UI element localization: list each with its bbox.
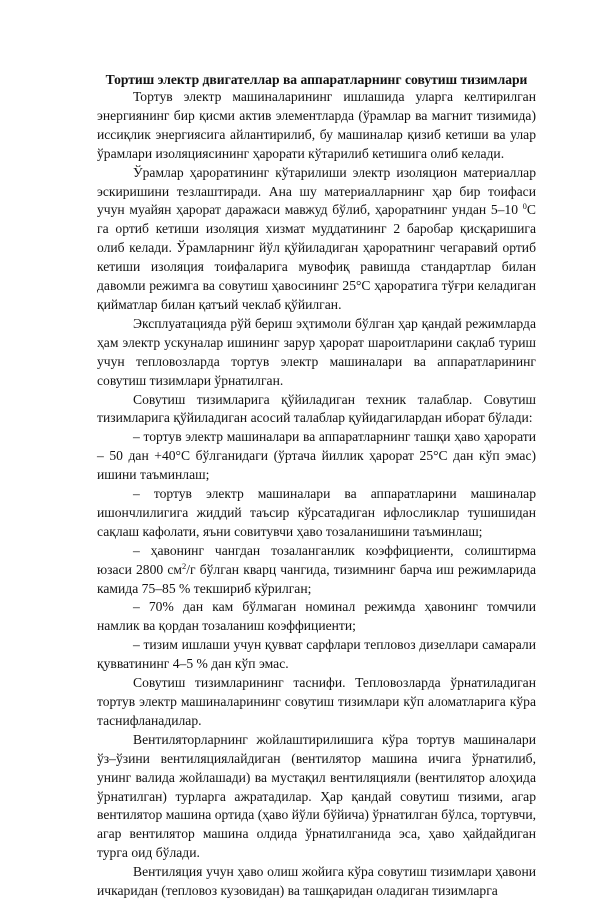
paragraph-text: /г бўлган кварц чангида, тизимнинг барча иш режимларида камида 75–85 % текшириб кўрилган; <box>97 561 536 596</box>
paragraph <box>97 674 536 731</box>
paragraph <box>97 164 536 315</box>
list-item <box>97 636 536 674</box>
paragraph-text: С га ортиб кетиши изоляция хизмат муддатининг 2 баробар қисқаришига олиб келади. Ўрамларнинг йўл қўйиладиган ҳароратнинг чегаравий ортиб кетиши изоляция тоифаларига мувофиқ равишда стандартлар билан давомли режимга ва совутиш ҳавосининг 25°С ҳароратига тўғри келадиган қийматлар билан қатъий чеклаб қўйилган. <box>97 202 536 312</box>
list-item <box>97 598 536 636</box>
paragraph-text: – 70% дан кам бўлмаган номинал режимда ҳавонинг томчили намлик ва қордан тозаланиш коэффициенти; <box>97 599 536 634</box>
paragraph-text: – ҳавонинг чангдан тозаланганлик коэффициенти, солиштирма юзаси 2800 см <box>97 542 536 577</box>
paragraph-text: – тортув электр машиналари ва аппаратларнинг ташқи ҳаво ҳарорати – 50 дан +40°С бўлганидаги (ўртача йиллик ҳарорат 25°С дан кўп эмас) ишини таъминлаш; <box>97 429 536 483</box>
list-item <box>97 428 536 485</box>
paragraph <box>97 731 536 863</box>
paragraph-text: Ўрамлар ҳароратининг кўтарилиши электр изоляцион материаллар эскиришини тезлаштиради. Ана шу материалларнинг ҳар бир тоифаси учун муайян ҳарорат даражаси мавжуд бўлиб, ҳароратнинг ундан 5–10 <box>97 164 536 218</box>
unit-superscript: 2 <box>181 560 187 571</box>
list-item <box>97 542 536 599</box>
paragraph-text: Совутиш тизимларига қўйиладиган техник талаблар. Совутиш тизимларига қўйиладиган асосий талаблар қуйидагилардан иборат бўлади: <box>97 391 536 426</box>
paragraph-text: Вентиляция учун ҳаво олиш жойига кўра совутиш тизимлари ҳавони ичкаридан (тепловоз кузовидан) ва ташқаридан оладиган тизимларга <box>97 864 536 899</box>
paragraph-text: Эксплуатацияда рўй бериш эҳтимоли бўлган ҳар қандай режимларда ҳам электр ускуналар ишининг зарур ҳарорат шароитларини сақлаб туриш учун тепловозларда тортув электр машиналари ва аппаратларининг совутиш тизимлари ўрнатилган. <box>97 315 536 388</box>
degree-superscript: 0 <box>522 201 527 212</box>
paragraph-text: Тортув электр машиналарининг ишлашида уларга келтирилган энергиянинг бир қисми актив элементларда (ўрамлар ва магнит тизимида) иссиқлик энергиясига айлантирилиб, бу машиналар қизиб кетиши ва улар ўрамлари изоляциясининг ҳарорати кўтарилиб кетишига олиб келади. <box>97 89 536 161</box>
paragraph <box>97 315 536 391</box>
list-item <box>97 485 536 542</box>
paragraph <box>97 88 536 164</box>
paragraph-text: Вентиляторларнинг жойлаштирилишига кўра тортув машиналари ўз–ўзини вентиляциялайдиган (вентилятор машина ичига ўрнатилиб, унинг валида жойлашади) ва мустақил вентиляцияли (вентилятор алоҳида ўрнатилган) турларга ажратадилар. Ҳар қандай совутиш тизими, агар вентилятор машина ортида (ҳаво йўли бўйича) ўрнатилган бўлса, тортувчи, агар вентилятор машина олдида ўрнатилганида эса, ҳаво ҳайдайдиган турга оид бўлади. <box>97 731 536 861</box>
paragraph-text: – тизим ишлаши учун қувват сарфлари тепловоз дизеллари самарали қувватининг 4–5 % дан кўп эмас. <box>97 637 536 672</box>
paragraph <box>97 863 536 901</box>
paragraph-text: – тортув электр машиналари ва аппаратларини машиналар ишончлилигига жиддий таъсир кўрсатадиган ифлосликлар тушишидан сақлаш кафолати, яъни совитувчи ҳаво тозаланишини таъминлаш; <box>97 486 536 539</box>
paragraph <box>97 391 536 429</box>
document-title: Тортиш электр двигателлар ва аппаратларнинг совутиш тизимлари <box>105 72 528 87</box>
paragraph-text: Совутиш тизимларининг таснифи. Тепловозларда ўрнатиладиган тортув электр машиналарининг совутиш тизимлари кўп аломатларига кўра таснифланадилар. <box>97 675 536 728</box>
